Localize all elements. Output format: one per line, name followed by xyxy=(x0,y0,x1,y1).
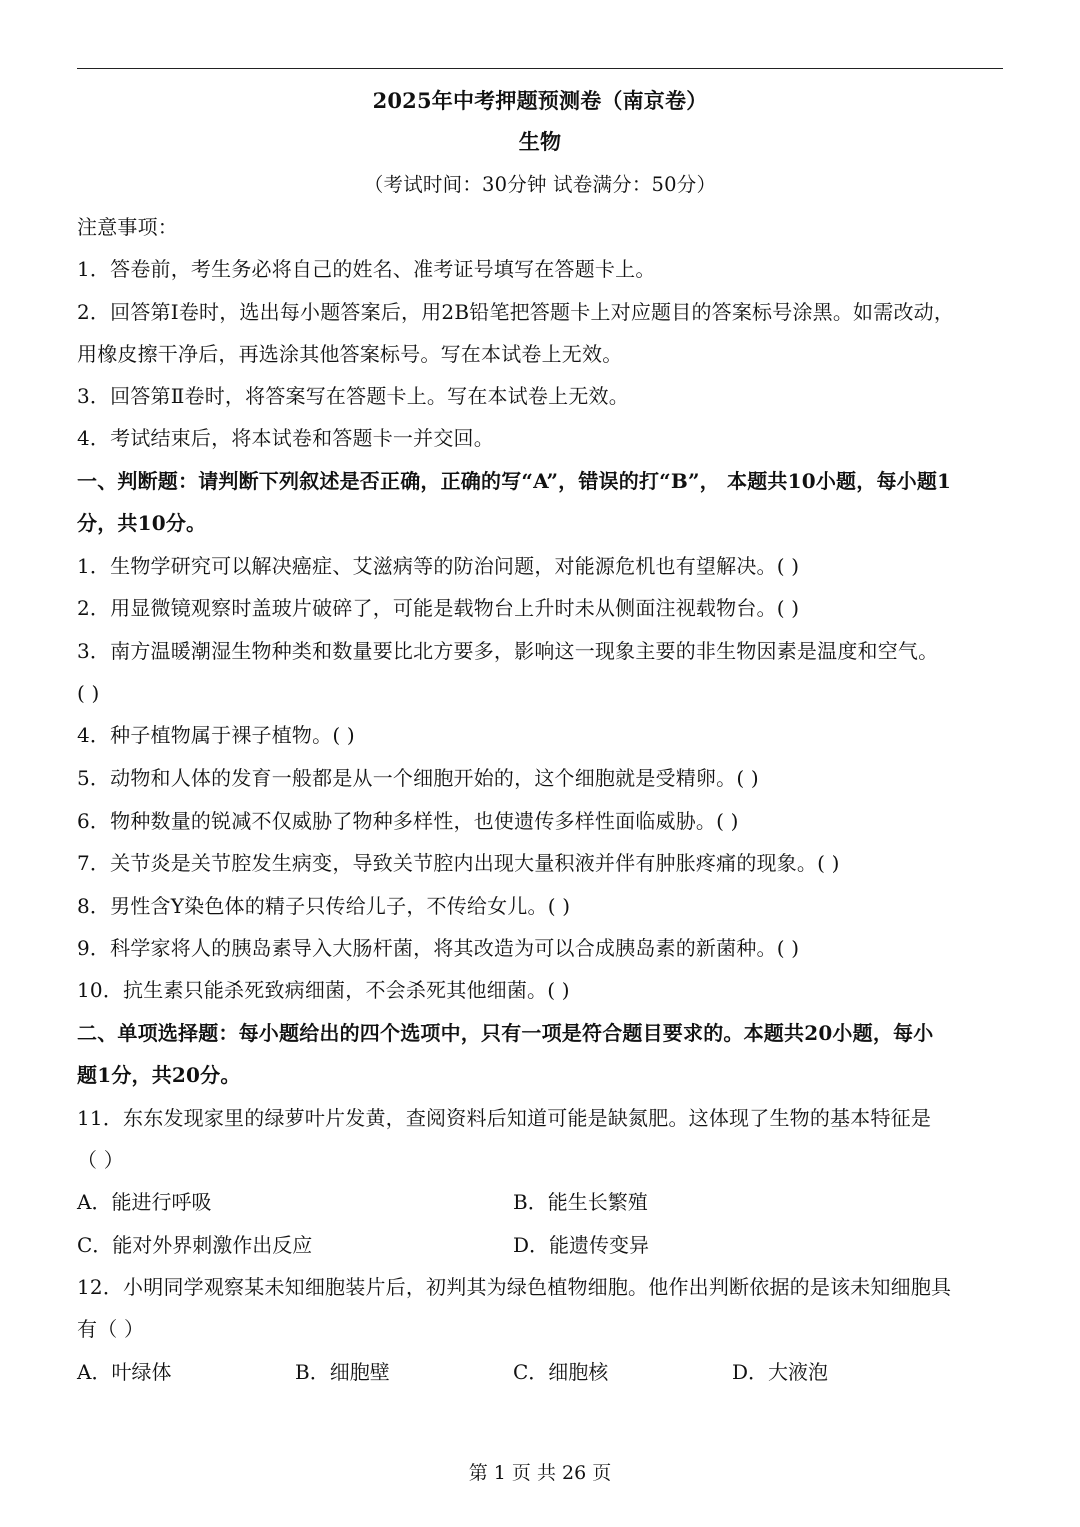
judgment-question: 9．科学家将人的胰岛素导入大肠杆菌，将其改造为可以合成胰岛素的新菌种。( ) xyxy=(77,936,800,960)
judgment-question: 7．关节炎是关节腔发生病变，导致关节腔内出现大量积液并伴有肿胀疼痛的现象。( ) xyxy=(77,851,840,875)
notice-item: 2．回答第Ⅰ卷时，选出每小题答案后，用2B铅笔把答题卡上对应题目的答案标号涂黑。如需改动， xyxy=(77,300,955,324)
judgment-question: 1．生物学研究可以解决癌症、艾滋病等的防治问题，对能源危机也有望解决。( ) xyxy=(77,554,800,578)
choice-question-stem-cont: （ ） xyxy=(77,1148,124,1172)
choice-question-stem: 11．东东发现家里的绿萝叶片发黄，查阅资料后知道可能是缺氮肥。这体现了生物的基本特征是 xyxy=(77,1106,932,1130)
option-d: D．能遗传变异 xyxy=(513,1233,650,1257)
notice-heading: 注意事项： xyxy=(77,215,178,239)
notice-item: 4．考试结束后，将本试卷和答题卡一并交回。 xyxy=(77,426,494,450)
judgment-question-cont: ( ) xyxy=(77,681,100,705)
option-a: A．能进行呼吸 xyxy=(77,1190,212,1214)
section2-heading-cont: 题1分，共20分。 xyxy=(77,1063,241,1087)
notice-item: 3．回答第Ⅱ卷时，将答案写在答题卡上。写在本试卷上无效。 xyxy=(77,384,629,408)
judgment-question: 3．南方温暖潮湿生物种类和数量要比北方要多，影响这一现象主要的非生物因素是温度和空气。 xyxy=(77,639,939,663)
header-rule xyxy=(77,68,1003,69)
option-a: A．叶绿体 xyxy=(77,1360,172,1384)
section2-heading: 二、单项选择题：每小题给出的四个选项中，只有一项是符合题目要求的。本题共20小题，每小 xyxy=(77,1021,934,1045)
option-b: B．能生长繁殖 xyxy=(513,1190,648,1214)
option-c: C．细胞核 xyxy=(513,1360,609,1384)
choice-question-stem-cont: 有（ ） xyxy=(77,1317,145,1341)
notice-item: 用橡皮擦干净后，再选涂其他答案标号。写在本试卷上无效。 xyxy=(77,342,623,366)
option-c: C．能对外界刺激作出反应 xyxy=(77,1233,313,1257)
exam-info: （考试时间：30分钟 试卷满分：50分） xyxy=(363,173,717,196)
notice-item: 1．答卷前，考生务必将自己的姓名、准考证号填写在答题卡上。 xyxy=(77,257,656,281)
exam-title: 2025年中考押题预测卷（南京卷） xyxy=(372,88,708,113)
judgment-question: 2．用显微镜观察时盖玻片破碎了，可能是载物台上升时未从侧面注视载物台。( ) xyxy=(77,596,800,620)
option-d: D．大液泡 xyxy=(732,1360,829,1384)
judgment-question: 5．动物和人体的发育一般都是从一个细胞开始的，这个细胞就是受精卵。( ) xyxy=(77,766,759,790)
judgment-question: 8．男性含Y染色体的精子只传给儿子，不传给女儿。( ) xyxy=(77,894,571,918)
judgment-question: 4．种子植物属于裸子植物。( ) xyxy=(77,723,355,747)
judgment-question: 6．物种数量的锐减不仅威胁了物种多样性，也使遗传多样性面临威胁。( ) xyxy=(77,809,739,833)
judgment-question: 10．抗生素只能杀死致病细菌，不会杀死其他细菌。( ) xyxy=(77,978,570,1002)
section1-heading-cont: 分，共10分。 xyxy=(77,511,207,535)
subject-title: 生物 xyxy=(518,129,562,154)
choice-question-stem: 12．小明同学观察某未知细胞装片后，初判其为绿色植物细胞。他作出判断依据的是该未知细胞具 xyxy=(77,1275,952,1299)
page-number: 第 1 页 共 26 页 xyxy=(468,1462,612,1484)
option-b: B．细胞壁 xyxy=(295,1360,390,1384)
section1-heading: 一、判断题：请判断下列叙述是否正确，正确的写“A”，错误的打“B”， 本题共10小题，每小题1 xyxy=(77,469,952,493)
